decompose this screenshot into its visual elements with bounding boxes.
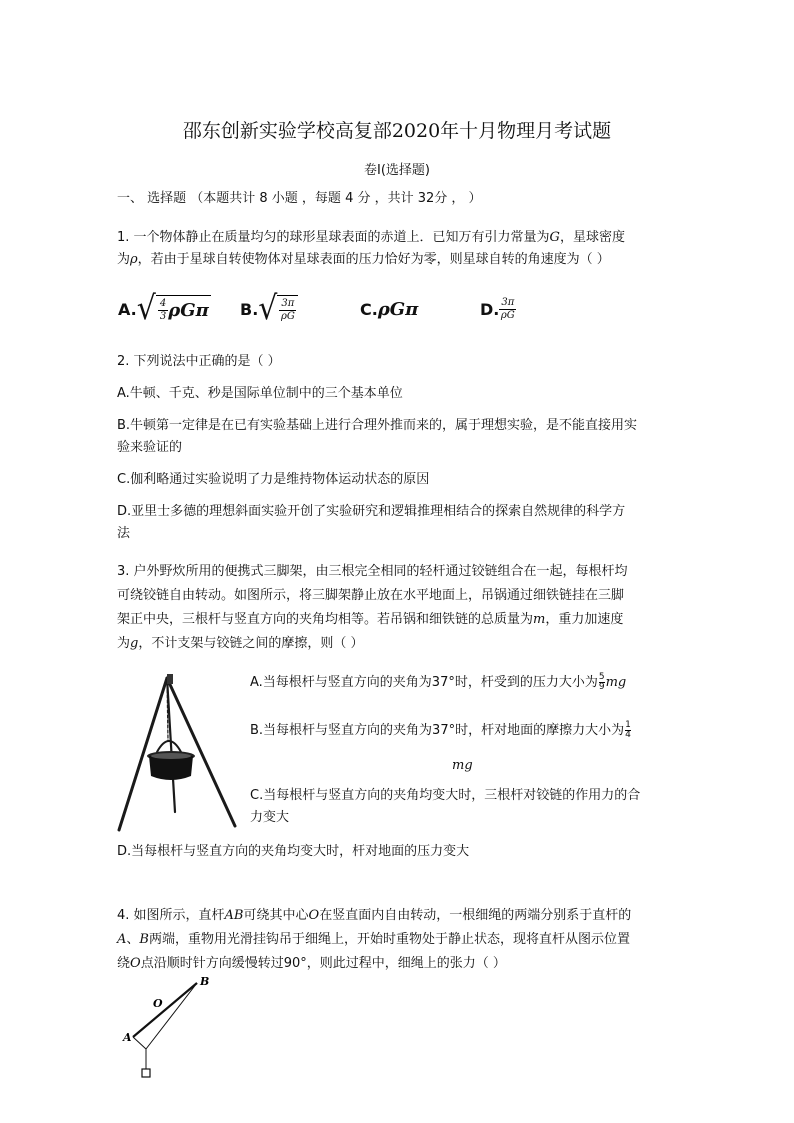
- label-o: O: [153, 997, 163, 1010]
- rope-a: [133, 1037, 146, 1049]
- q1-option-a: A. √ $\frac{4}{3}$ ρGπ: [118, 289, 209, 328]
- q2-option-c: C.伽利略通过实验说明了力是维持物体运动状态的原因: [117, 472, 430, 487]
- label-b: B: [200, 975, 210, 988]
- q1-option-c: C. ρGπ: [360, 298, 419, 320]
- q3-line-1: 3. 户外野炊所用的便携式三脚架，由三根完全相同的轻杆通过铰链组合在一起，每根杆均: [117, 564, 628, 579]
- q2-option-a: A.牛顿、千克、秒是国际单位制中的三个基本单位: [117, 386, 403, 401]
- rod-ab: [133, 983, 197, 1037]
- pot-handle: [157, 741, 181, 752]
- rod-figure: [115, 975, 215, 1083]
- pot-body: [149, 756, 193, 780]
- question-3: [117, 560, 687, 656]
- section-heading: 一、 选择题 （本题共计 8 小题 ，每题 4 分 ，共计 32分 ， ）: [117, 191, 482, 206]
- q4-line-1: 4. 如图所示，直杆AB可绕其中心O在竖直面内自由转动，一根细绳的两端分别系于直杆的: [117, 908, 632, 923]
- q4-line-3: 绕O点沿顺时针方向缓慢转过90°，则此过程中，细绳上的张力（ ）: [117, 956, 506, 971]
- question-4: [117, 904, 687, 976]
- q3-line-3: 架正中央，三根杆与竖直方向的夹角均相等。若吊锅和细铁链的总质量为m，重力加速度: [117, 612, 624, 627]
- q2-option-b-line1: B.牛顿第一定律是在已有实验基础上进行合理外推而来的，属于理想实验，是不能直接用实: [117, 418, 638, 433]
- hinge: [167, 674, 173, 684]
- tripod-leg-back: [167, 678, 175, 812]
- weight: [142, 1069, 150, 1077]
- q3-option-b: B.当每根杆与竖直方向的夹角为37°时，杆对地面的摩擦力大小为 $\frac{1}{4}$: [250, 720, 631, 740]
- q3-line-4: 为g，不计支架与铰链之间的摩擦，则（ ）: [117, 636, 364, 651]
- question-1: [117, 227, 687, 271]
- q2-option-b-line2: 验来验证的: [117, 440, 183, 455]
- q1-option-b: B. √ $\frac{3\pi}{\rho G}$: [240, 286, 298, 332]
- q2-option-d-line1: D.亚里士多德的理想斜面实验开创了实验研究和逻辑推理相结合的探索自然规律的科学方: [117, 504, 626, 519]
- q3-option-d: D.当每根杆与竖直方向的夹角均变大时，杆对地面的压力变大: [117, 844, 470, 859]
- q3-line-2: 可绕铰链自由转动。如图所示，将三脚架静止放在水平地面上，吊锅通过细铁链挂在三脚: [117, 588, 625, 603]
- tripod-figure: [115, 672, 241, 834]
- q1-line-1: 1. 一个物体静止在质量均匀的球形星球表面的赤道上．已知万有引力常量为G，星球密度: [117, 230, 625, 245]
- q4-line-2: A、B两端，重物用光滑挂钩吊于细绳上，开始时重物处于静止状态，现将直杆从图示位置: [117, 932, 630, 947]
- q2-option-d-line2: 法: [117, 526, 131, 541]
- q2-stem: 2. 下列说法中正确的是（ ）: [117, 354, 281, 369]
- rope-b: [146, 983, 197, 1049]
- q1-option-d: D. $\frac{3\pi}{\rho G}$: [480, 296, 515, 321]
- paper-subtitle: 卷Ⅰ(选择题): [364, 163, 430, 178]
- q3-option-b-tail: mg: [452, 758, 473, 773]
- question-2: [117, 351, 687, 545]
- page-title: 邵东创新实验学校高复部2020年十月物理月考试题: [182, 120, 612, 142]
- label-a: A: [123, 1031, 132, 1044]
- q1-line-2: 为ρ，若由于星球自转使物体对星球表面的压力恰好为零，则星球自转的角速度为（ ）: [117, 252, 610, 267]
- sqrt-sign: √ $\frac{3\pi}{\rho G}$: [258, 294, 298, 324]
- q3-option-c: C.当每根杆与竖直方向的夹角均变大时，三根杆对铰链的作用力的合 力变大: [250, 788, 641, 825]
- q3-option-a: A.当每根杆与竖直方向的夹角为37°时，杆受到的压力大小为 $\frac{5}{9}$ mg: [250, 672, 627, 692]
- sqrt-sign: √ $\frac{4}{3}$ ρGπ: [136, 289, 209, 328]
